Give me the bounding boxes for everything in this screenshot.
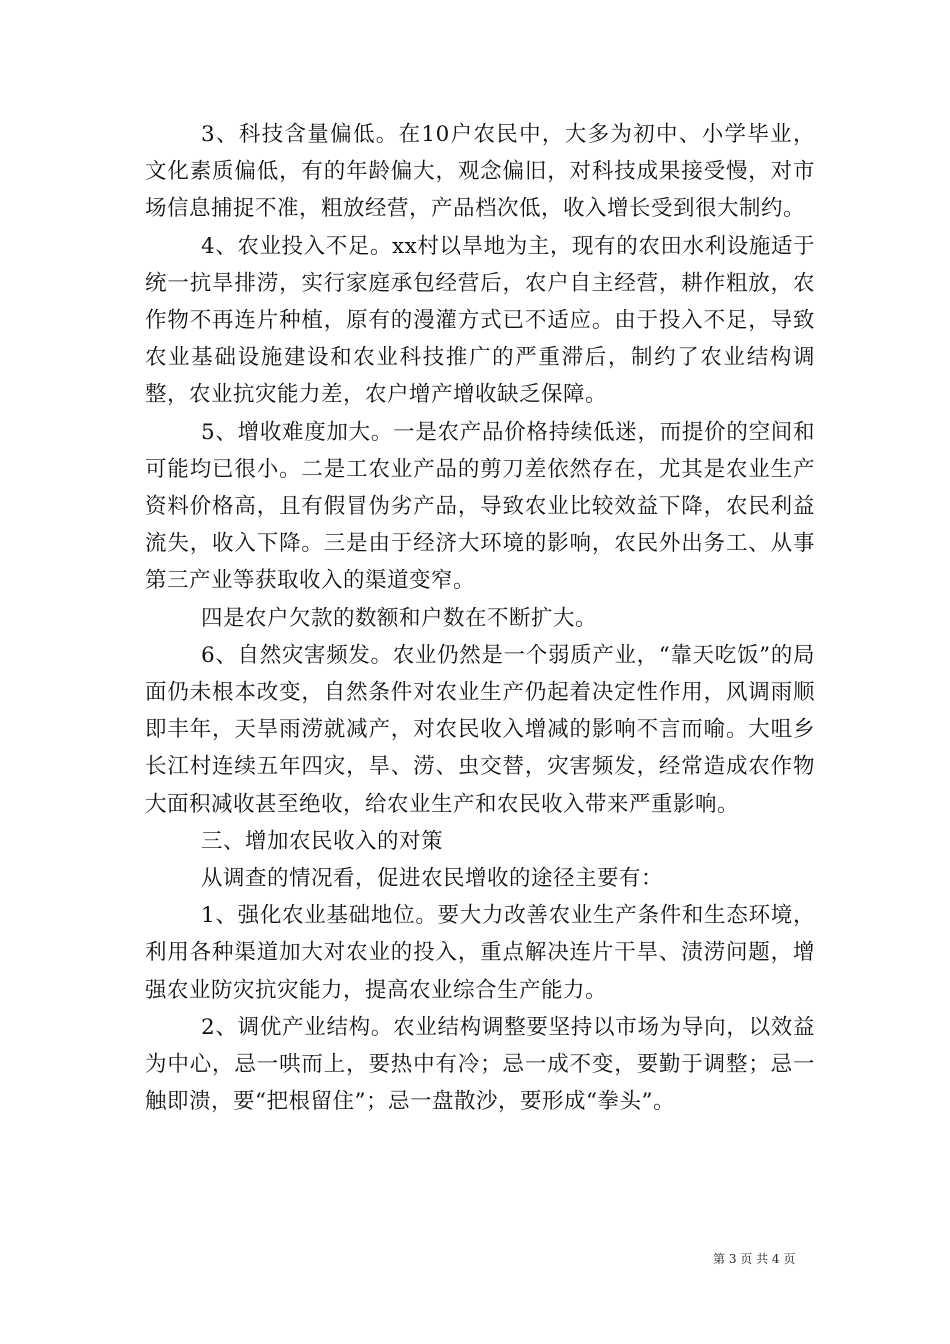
paragraph-natural-disasters: 6、自然灾害频发。农业仍然是一个弱质产业，“靠天吃饭”的局面仍未根本改变，自然条件对农业生产仍起着决定性作用，风调雨顺即丰年，天旱雨涝就减产，对农民收入增减的影响不言而喻。大咀乡长江村连续五年四灾，旱、涝、虫交替，灾害频发，经常造成农作物大面积减收甚至绝收，给农业生产和农民收入带来严重影响。 [145, 642, 815, 817]
page-number-footer: 第 3 页 共 4 页 [713, 1252, 796, 1266]
section-heading-countermeasures: 三、增加农民收入的对策 [201, 828, 444, 854]
paragraph-tech-content: 3、科技含量偏低。在10户农民中，大多为初中、小学毕业，文化素质偏低，有的年龄偏大，观念偏旧，对科技成果接受慢，对市场信息捕捉不准，粗放经营，产品档次低，收入增长受到很大制约。 [145, 122, 815, 222]
paragraph-optimize-structure: 2、调优产业结构。农业结构调整要坚持以市场为导向，以效益为中心，忌一哄而上，要热中有冷；忌一成不变，要勤于调整；忌一触即溃，要“把根留住”；忌一盘散沙，要形成“拳头”。 [145, 1014, 815, 1115]
paragraph-survey-intro: 从调查的情况看，促进农民增收的途径主要有： [201, 866, 664, 892]
paragraph-strengthen-foundation: 1、强化农业基础地位。要大力改善农业生产条件和生态环境，利用各种渠道加大对农业的投入，重点解决连片干旱、渍涝问题，增强农业防灾抗灾能力，提高农业综合生产能力。 [145, 903, 815, 1003]
document-body [145, 116, 815, 1120]
paragraph-agri-investment: 4、农业投入不足。xx村以旱地为主，现有的农田水利设施适于统一抗旱排涝，实行家庭承包经营后，农户自主经营，耕作粗放，农作物不再连片种植，原有的漫灌方式已不适应。由于投入不足，导致农业基础设施建设和农业科技推广的严重滞后，制约了农业结构调整，农业抗灾能力差，农户增产增收缺乏保障。 [145, 233, 815, 408]
paragraph-debt: 四是农户欠款的数额和户数在不断扩大。 [201, 605, 598, 631]
paragraph-income-difficulty: 5、增收难度加大。一是农产品价格持续低迷，而提价的空间和可能均已很小。二是工农业产品的剪刀差依然存在，尤其是农业生产资料价格高，且有假冒伪劣产品，导致农业比较效益下降，农民利益流失，收入下降。三是由于经济大环境的影响，农民外出务工、从事第三产业等获取收入的渠道变窄。 [145, 419, 815, 594]
